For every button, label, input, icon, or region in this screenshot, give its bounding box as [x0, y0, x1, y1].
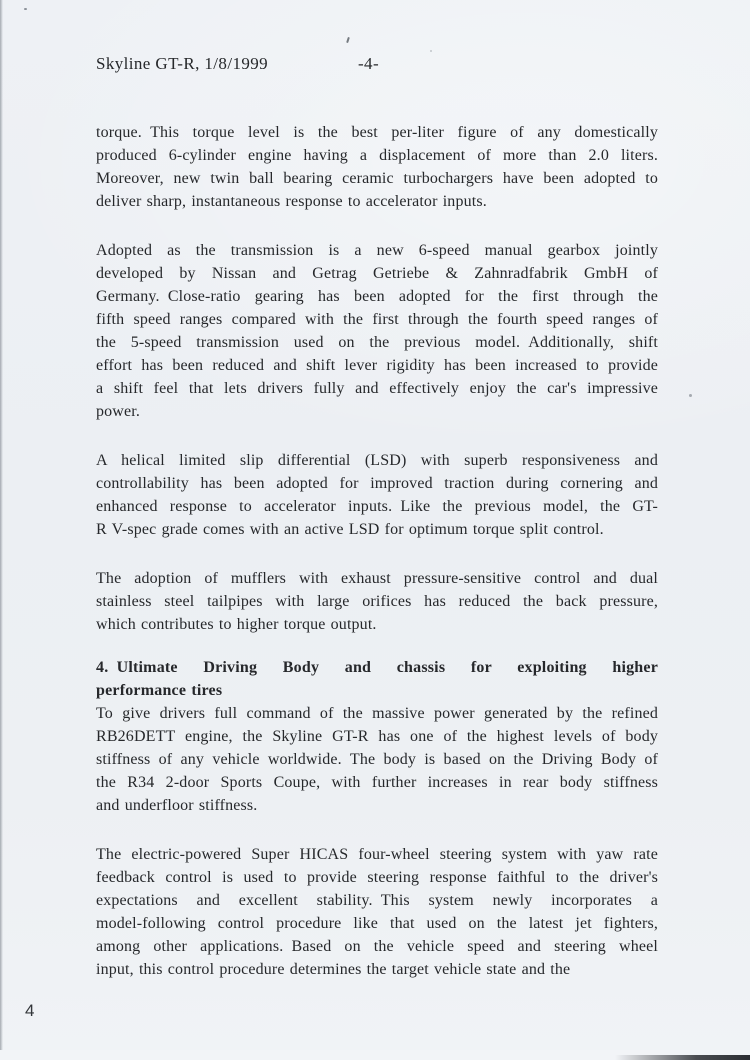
text-line: power. [96, 403, 141, 420]
text-line: RB26DETT engine, the Skyline GT-R has one of the highest levels of body [96, 728, 658, 745]
text-line: feedback control is used to provide steering response faithful to the driver's [96, 869, 658, 886]
scan-speck [689, 394, 692, 397]
text-line: effort has been reduced and shift lever rigidity has been increased to provide [96, 357, 658, 374]
page-number: 4 [25, 1001, 35, 1020]
text-line: the 5-speed transmission used on the previous model. Additionally, shift [96, 334, 658, 351]
text-line: The adoption of mufflers with exhaust pressure-sensitive control and dual [96, 570, 658, 587]
text-line: fifth speed ranges compared with the first through the fourth speed ranges of [96, 311, 658, 328]
text-line: Moreover, new twin ball bearing ceramic turbochargers have been adopted to [96, 170, 658, 187]
text-line: expectations and excellent stability. This system newly incorporates a [96, 892, 658, 909]
text-line: controllability has been adopted for improved traction during cornering and [96, 475, 658, 492]
paragraph [96, 449, 658, 541]
text-line: To give drivers full command of the massive power generated by the refined [96, 705, 658, 722]
text-line: The electric-powered Super HICAS four-wheel steering system with yaw rate [96, 846, 658, 863]
paragraph [96, 702, 658, 817]
scan-edge-shadow-bottom-right [615, 1055, 750, 1060]
text-line: which contributes to higher torque output. [96, 616, 377, 633]
text-line: a shift feel that lets drivers fully and effectively enjoy the car's impressive [96, 380, 658, 397]
scan-edge-shadow-left [0, 0, 3, 1060]
text-line: deliver sharp, instantaneous response to accelerator inputs. [96, 193, 487, 210]
text-line: performance tires [96, 682, 223, 699]
header-doc-title: Skyline GT-R, 1/8/1999 [96, 54, 269, 73]
paragraph [96, 239, 658, 423]
text-line: the R34 2-door Sports Coupe, with further increases in rear body stiffness [96, 774, 658, 791]
scan-speck [24, 8, 27, 10]
text-line: enhanced response to accelerator inputs. Like the previous model, the GT- [96, 498, 658, 515]
page-header [96, 54, 658, 76]
text-line: among other applications. Based on the vehicle speed and steering wheel [96, 938, 658, 955]
text-line: 4. Ultimate Driving Body and chassis for exploiting higher [96, 659, 658, 676]
text-line: developed by Nissan and Getrag Getriebe & Zahnradfabrik GmbH of [96, 265, 658, 282]
text-line: Germany. Close-ratio gearing has been adopted for the first through the [96, 288, 658, 305]
text-line: stiffness of any vehicle worldwide. The body is based on the Driving Body of [96, 751, 658, 768]
paragraph [96, 121, 658, 213]
scan-speck [346, 37, 350, 43]
header-page-marker: -4- [358, 54, 380, 73]
section-heading [96, 656, 658, 702]
document-body [96, 121, 658, 1007]
text-line: A helical limited slip differential (LSD) with superb responsiveness and [96, 452, 658, 469]
text-line: torque. This torque level is the best per-liter figure of any domestically [96, 124, 658, 141]
text-line: model-following control procedure like that used on the latest jet fighters, [96, 915, 658, 932]
scan-speck [430, 50, 432, 52]
paragraph [96, 843, 658, 981]
text-line: input, this control procedure determines the target vehicle state and the [96, 961, 571, 978]
text-line: and underfloor stiffness. [96, 797, 258, 814]
text-line: produced 6-cylinder engine having a displacement of more than 2.0 liters. [96, 147, 658, 164]
text-line: Adopted as the transmission is a new 6-speed manual gearbox jointly [96, 242, 658, 259]
text-line: R V-spec grade comes with an active LSD for optimum torque split control. [96, 521, 604, 538]
text-line: stainless steel tailpipes with large orifices has reduced the back pressure, [96, 593, 658, 610]
paragraph [96, 567, 658, 636]
